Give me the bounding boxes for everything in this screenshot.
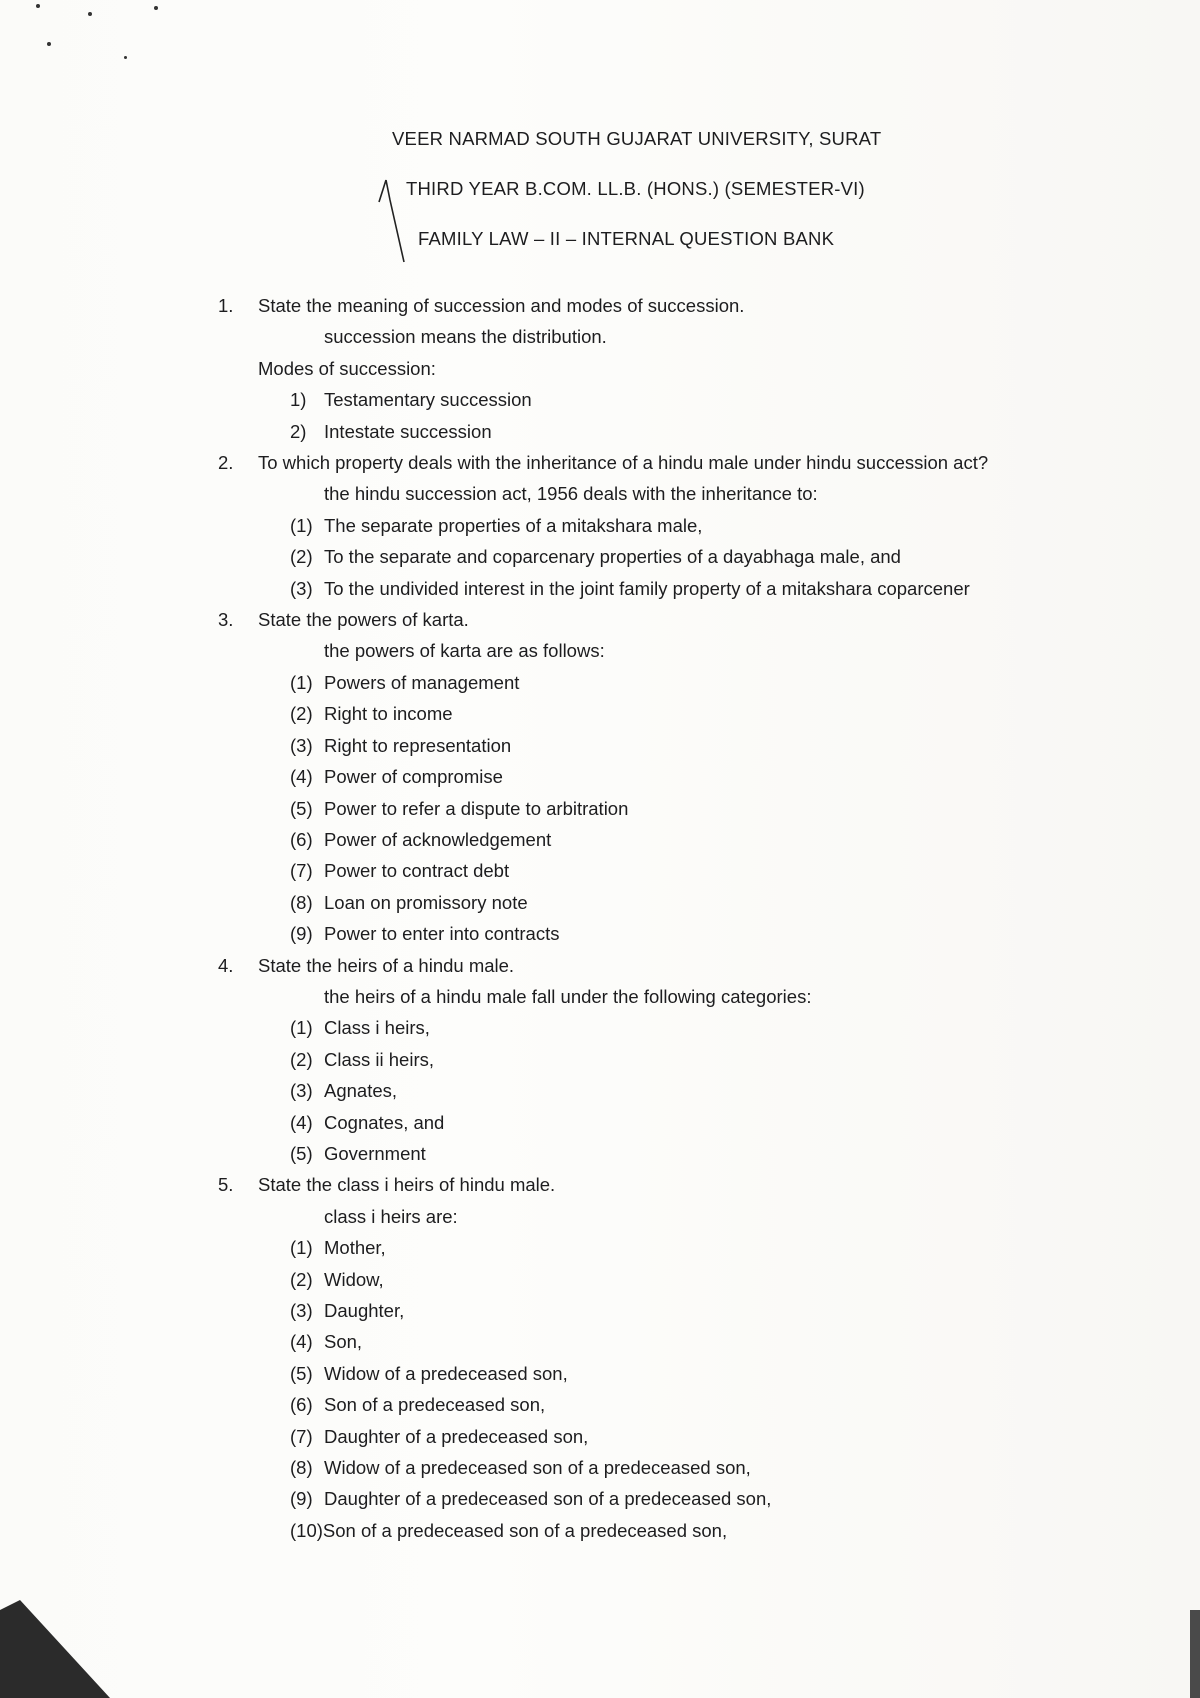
list-item: (10)Son of a predeceased son of a predeceased son, <box>290 1519 728 1541</box>
list-item: (4) Power of compromise <box>290 766 503 788</box>
question-text: To which property deals with the inheritance of a hindu male under hindu succession act? <box>258 452 989 474</box>
list-item: (5) Government <box>290 1142 426 1164</box>
university-title: VEER NARMAD SOUTH GUJARAT UNIVERSITY, SURAT <box>392 128 882 149</box>
list-item: (9) Daughter of a predeceased son of a predeceased son, <box>290 1488 772 1510</box>
course-title: THIRD YEAR B.COM. LL.B. (HONS.) (SEMESTER-VI) <box>406 178 865 199</box>
list-item: 2) Intestate succession <box>290 420 492 442</box>
answer-text: the hindu succession act, 1956 deals with the inheritance to: <box>324 483 818 505</box>
question-number: 5. <box>218 1174 234 1196</box>
question-bank <box>218 290 1018 1546</box>
question-3 <box>218 604 1018 635</box>
list-item: (4) Cognates, and <box>290 1111 445 1133</box>
question-text: State the powers of karta. <box>258 609 469 631</box>
question-text: State the meaning of succession and modes of succession. <box>258 295 745 316</box>
question-5 <box>218 1169 1018 1200</box>
list-item: (7) Daughter of a predeceased son, <box>290 1425 589 1447</box>
list-item: (8) Widow of a predeceased son of a predeceased son, <box>290 1457 751 1479</box>
question-number: 1. <box>218 295 234 316</box>
list-item: (3) Right to representation <box>290 734 512 756</box>
list-item: (1) Mother, <box>290 1237 386 1259</box>
question-2 <box>218 447 1018 478</box>
answer-text: the powers of karta are as follows: <box>324 640 605 662</box>
list-item: (8) Loan on promissory note <box>290 891 528 913</box>
list-item: (2) Right to income <box>290 703 453 725</box>
list-item: 1) Testamentary succession <box>290 389 532 411</box>
corner-shadow <box>0 1600 110 1698</box>
answer-subheading: Modes of succession: <box>258 357 436 379</box>
question-number: 4. <box>218 954 234 976</box>
subject-title: FAMILY LAW – II – INTERNAL QUESTION BANK <box>418 228 835 249</box>
scan-speck <box>47 42 51 46</box>
question-text: State the class i heirs of hindu male. <box>258 1174 556 1196</box>
answer-text: succession means the distribution. <box>324 326 607 348</box>
list-item: (9) Power to enter into contracts <box>290 923 560 945</box>
list-item: (7) Power to contract debt <box>290 860 510 882</box>
list-item: (5) Power to refer a dispute to arbitration <box>290 797 629 819</box>
question-number: 3. <box>218 609 234 631</box>
question-number: 2. <box>218 452 234 474</box>
list-item: (4) Son, <box>290 1331 363 1353</box>
list-item: (5) Widow of a predeceased son, <box>290 1362 568 1384</box>
list-item: (3) To the undivided interest in the joint family property of a mitakshara coparcener <box>290 577 970 599</box>
list-item: (1) Class i heirs, <box>290 1017 430 1039</box>
list-item: (6) Son of a predeceased son, <box>290 1394 546 1416</box>
list-item: (2) Class ii heirs, <box>290 1048 434 1070</box>
question-1 <box>218 290 1018 321</box>
list-item: (3) Daughter, <box>290 1300 405 1321</box>
scan-speck <box>124 56 127 59</box>
document-header <box>380 128 882 278</box>
scan-speck <box>88 12 92 16</box>
list-item: (6) Power of acknowledgement <box>290 828 552 850</box>
scan-speck <box>154 6 158 10</box>
edge-shadow <box>1180 1610 1200 1698</box>
question-text: State the heirs of a hindu male. <box>258 954 515 976</box>
list-item: (2) To the separate and coparcenary properties of a dayabhaga male, and <box>290 546 901 568</box>
list-item: (3) Agnates, <box>290 1080 398 1102</box>
question-4 <box>218 950 1018 981</box>
list-item: (1) Powers of management <box>290 671 520 693</box>
list-item: (1) The separate properties of a mitakshara male, <box>290 514 703 536</box>
scan-speck <box>36 4 40 8</box>
answer-text: class i heirs are: <box>324 1205 458 1227</box>
answer-text: the heirs of a hindu male fall under the following categories: <box>324 985 812 1007</box>
list-item: (2) Widow, <box>290 1268 384 1290</box>
